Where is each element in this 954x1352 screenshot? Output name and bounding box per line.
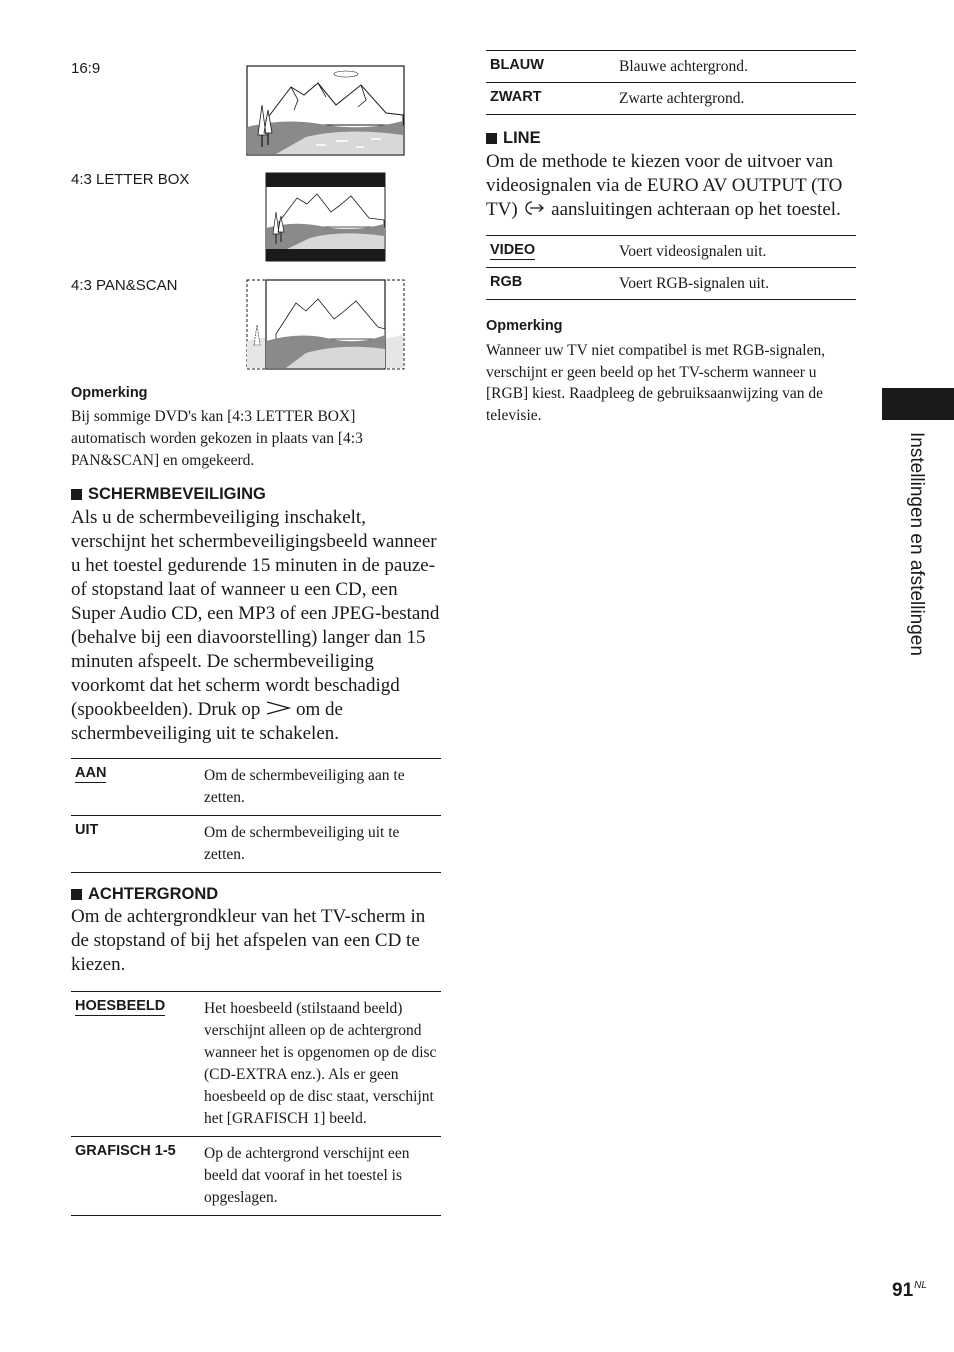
background-options-table — [71, 991, 441, 1216]
section-square-icon — [486, 133, 497, 144]
landscape-letterbox-illustration — [265, 172, 387, 263]
output-icon — [522, 200, 546, 216]
option-row — [486, 51, 856, 83]
option-row — [71, 992, 441, 1137]
screensaver-heading — [71, 485, 266, 504]
screensaver-body-before: Als u de schermbeveiliging inschakelt, verschijnt het schermbeveiligingsbeeld wanneer u het toestel gedurende 15 minuten in de pauze- of stopstand laat of wanneer u een CD, een Super Audio CD, een MP3 of een JPEG-bestand (behalve bij een diavoorstelling) langer dan 15 minuten afspeelt. De schermbeveiliging voorkomt dat het scherm wordt beschadigd (spookbeelden). Druk op — [71, 507, 440, 720]
page-number — [892, 1280, 927, 1302]
option-desc: Zwarte achtergrond. — [619, 90, 745, 107]
side-section-title: Instellingen en afstellingen — [906, 432, 927, 656]
aspect-label-16-9: 16:9 — [71, 60, 101, 77]
screensaver-options-table — [71, 758, 441, 873]
line-body-after: aansluitingen achteraan op het toestel. — [551, 199, 841, 220]
option-key: ZWART — [490, 89, 542, 105]
option-key: VIDEO — [490, 242, 536, 258]
option-key: AAN — [75, 765, 107, 781]
option-desc: Het hoesbeeld (stilstaand beeld) verschijnt alleen op de achtergrond wanneer het is opgenomen op de disc (CD-EXTRA enz.). Als er geen hoesbeeld op de disc staat, verschijnt het [GRAFISCH 1] beeld. — [204, 1000, 437, 1127]
option-desc: Voert RGB-signalen uit. — [619, 275, 769, 292]
section-tab-marker — [882, 388, 954, 420]
line-options-table — [486, 235, 856, 300]
landscape-panscan-illustration — [246, 279, 406, 371]
option-desc: Om de schermbeveiliging aan te zetten. — [204, 767, 405, 806]
option-key: BLAUW — [490, 57, 544, 73]
option-desc: Blauwe achtergrond. — [619, 58, 748, 75]
screensaver-body-after: om de schermbeveiliging uit te schakelen. — [71, 699, 343, 744]
background-heading-text: ACHTERGROND — [88, 885, 219, 903]
option-key: UIT — [75, 822, 99, 838]
option-row — [71, 759, 441, 816]
background-options-table-cont — [486, 50, 856, 115]
aspect-note-title: Opmerking — [71, 385, 148, 401]
option-row — [71, 816, 441, 873]
option-row — [486, 236, 856, 268]
option-key: GRAFISCH 1-5 — [75, 1143, 176, 1159]
aspect-label-letterbox: 4:3 LETTER BOX — [71, 171, 190, 188]
aspect-note-text: Bij sommige DVD's kan [4:3 LETTER BOX] automatisch worden gekozen in plaats van [4:3 PAN&SCAN] en omgekeerd. — [71, 408, 363, 469]
line-body — [486, 150, 858, 222]
line-note-title: Opmerking — [486, 318, 563, 334]
line-note-text: Wanneer uw TV niet compatibel is met RGB-signalen, verschijnt er geen beeld op het TV-scherm wanneer u [RGB] kiest. Raadpleeg de gebruiksaanwijzing van de televisie. — [486, 342, 826, 424]
option-key: HOESBEELD — [75, 998, 166, 1014]
page-number-suffix: NL — [914, 1280, 927, 1291]
option-desc: Voert videosignalen uit. — [619, 243, 767, 260]
play-icon — [265, 701, 291, 715]
section-square-icon — [71, 889, 82, 900]
screensaver-body — [71, 506, 443, 746]
option-key: RGB — [490, 274, 523, 290]
background-body: Om de achtergrondkleur van het TV-scherm in de stopstand of bij het afspelen van een CD te kiezen. — [71, 906, 426, 975]
option-row — [71, 1137, 441, 1216]
aspect-label-panscan: 4:3 PAN&SCAN — [71, 277, 178, 294]
line-heading — [486, 129, 541, 148]
line-heading-text: LINE — [503, 129, 541, 147]
option-row — [486, 83, 856, 115]
option-desc: Op de achtergrond verschijnt een beeld dat vooraf in het toestel is opgeslagen. — [204, 1145, 410, 1206]
option-desc: Om de schermbeveiliging uit te zetten. — [204, 824, 400, 863]
landscape-16-9-illustration — [246, 65, 406, 157]
option-row — [486, 268, 856, 300]
line-body-before: Om de methode te kiezen voor de uitvoer van videosignalen via de EURO AV OUTPUT (TO TV) — [486, 151, 843, 220]
screensaver-heading-text: SCHERMBEVEILIGING — [88, 485, 266, 503]
page-number-value: 91 — [892, 1280, 914, 1301]
section-square-icon — [71, 489, 82, 500]
background-heading — [71, 885, 218, 904]
